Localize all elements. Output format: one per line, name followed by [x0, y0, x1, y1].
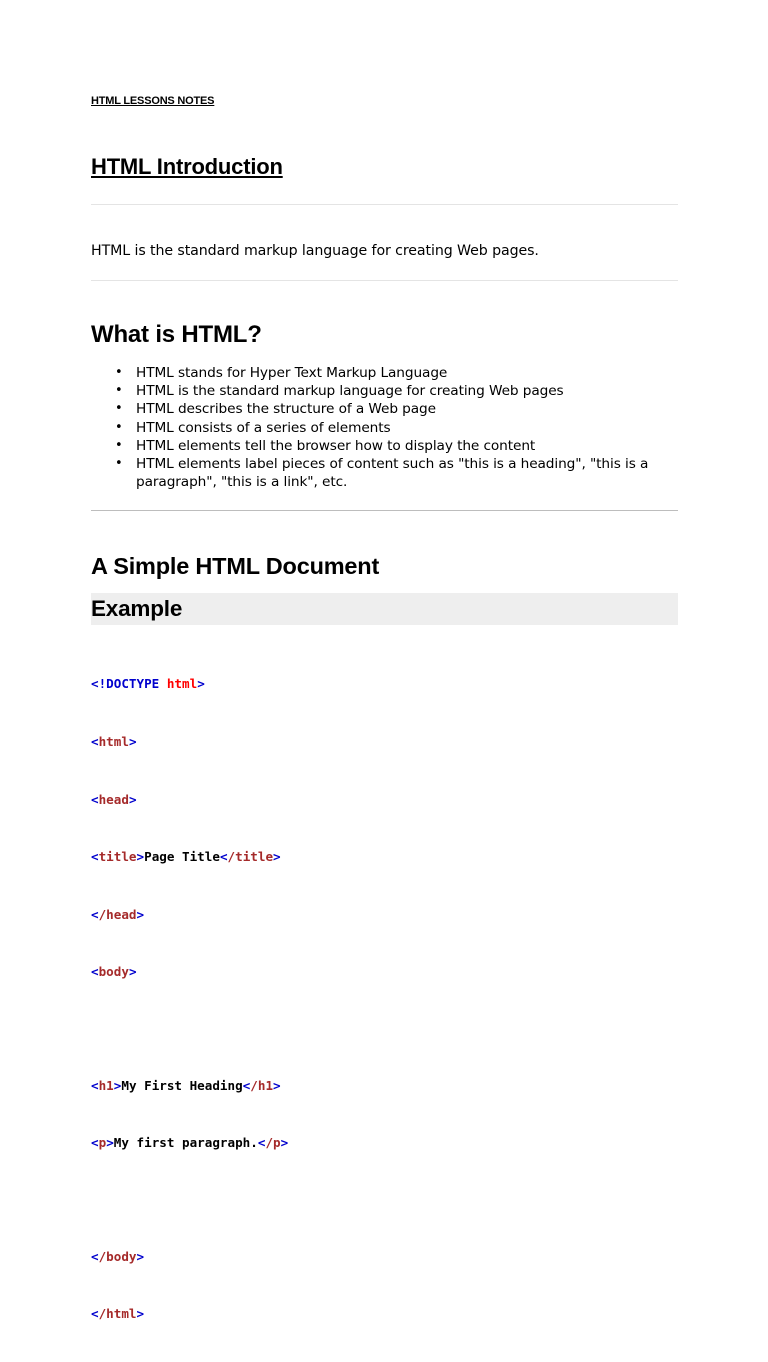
example-title: Example	[91, 596, 183, 621]
divider-top	[91, 204, 678, 205]
list-item	[91, 419, 681, 437]
list-item	[91, 455, 681, 491]
simple-document-title: A Simple HTML Document	[91, 553, 380, 579]
list-item	[91, 382, 681, 400]
intro-title: HTML Introduction	[91, 154, 283, 179]
code-line-html-open: <html>	[91, 734, 137, 749]
what-is-html-title: What is HTML?	[91, 321, 262, 348]
bullet-icon: •	[115, 383, 123, 399]
bullet-icon: •	[115, 419, 123, 435]
code-line-html-close: </html>	[91, 1306, 145, 1322]
bullet-icon: •	[115, 401, 123, 417]
code-line-h1: <h1>My First Heading</h1>	[91, 1077, 281, 1093]
divider-section	[91, 510, 678, 511]
list-item-text: HTML consists of a series of elements	[136, 419, 391, 436]
list-item-text: HTML describes the structure of a Web page	[136, 401, 436, 418]
intro-text: HTML is the standard markup language for creating Web pages.	[91, 243, 539, 259]
list-item	[91, 400, 681, 418]
code-line-doctype: <!DOCTYPE html>	[91, 676, 205, 692]
code-line-body-open: <body>	[91, 964, 137, 980]
code-line-body-close: </body>	[91, 1248, 145, 1264]
bullet-icon: •	[115, 456, 123, 472]
bullet-icon: •	[115, 437, 123, 453]
divider-intro	[91, 280, 678, 281]
list-item-text: HTML is the standard markup language for creating Web pages	[136, 383, 564, 400]
code-line-blank	[91, 1191, 288, 1208]
list-item-text: HTML stands for Hyper Text Markup Language	[136, 365, 448, 381]
example-header	[91, 593, 678, 625]
bullet-list	[91, 364, 681, 491]
notes-title: HTML LESSONS NOTES	[91, 95, 215, 107]
code-line-title: <title>Page Title</title>	[91, 849, 281, 865]
code-line-blank	[91, 1020, 288, 1037]
code-line-head-open: <head>	[91, 791, 137, 807]
list-item-text: HTML elements tell the browser how to display the content	[136, 437, 536, 454]
code-line-p: <p>My first paragraph.</p>	[91, 1135, 289, 1151]
code-example	[91, 636, 288, 1362]
code-line-head-close: </head>	[91, 906, 145, 922]
list-item	[91, 364, 681, 382]
list-item-text: HTML elements label pieces of content such as "this is a heading", "this is a paragraph", "this is a link", etc.	[136, 456, 649, 491]
bullet-icon: •	[115, 365, 123, 380]
list-item	[91, 437, 681, 455]
